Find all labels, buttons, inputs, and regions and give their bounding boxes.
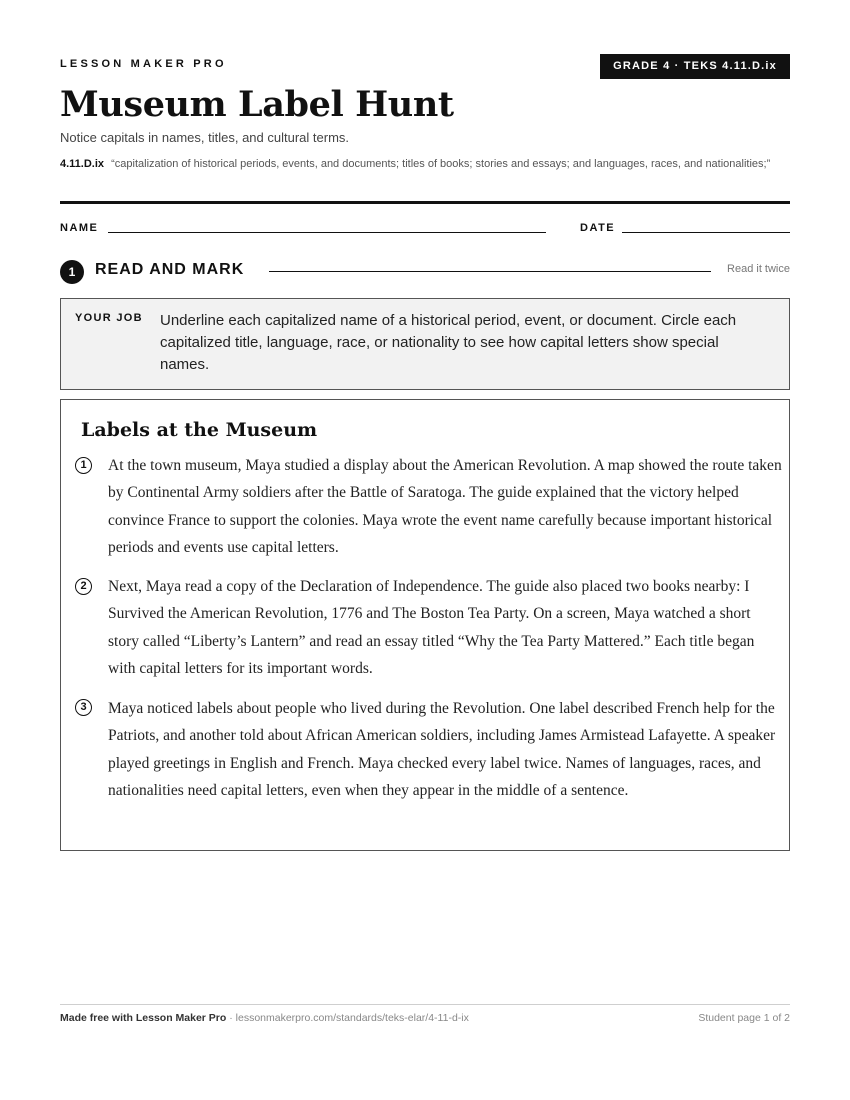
- header-divider: [60, 201, 790, 204]
- standard-code: 4.11.D.ix: [60, 158, 105, 170]
- footer-made-with: Made free with Lesson Maker Pro: [60, 1012, 227, 1024]
- instructions-box: [60, 298, 790, 390]
- grade-badge: GRADE 4 · TEKS 4.11.D.ix: [600, 54, 790, 79]
- date-field[interactable]: [622, 232, 790, 233]
- standard-description: [60, 156, 790, 172]
- standard-text: “capitalization of historical periods, events, and documents; titles of books; stories and essays; and languages, races, and nationalities;”: [111, 158, 771, 170]
- section-hint: Read it twice: [727, 263, 790, 275]
- footer-url[interactable]: · lessonmakerpro.com/standards/teks-elar/4-11-d-ix: [226, 1012, 469, 1024]
- section-divider: [269, 271, 711, 272]
- footer-credit: [60, 1012, 469, 1024]
- instructions-label: YOUR JOB: [75, 312, 143, 324]
- passage-title: Labels at the Museum: [81, 419, 318, 441]
- paragraph-number-1: 1: [75, 457, 92, 474]
- paragraph-2: Next, Maya read a copy of the Declaration of Independence. The guide also placed two books nearby: I Survived the American Revolution, 1776 and The Boston Tea Party. On a screen, Maya watched a short story called “Liberty’s Lantern” and read an essay titled “Why the Tea Party Mattered.” Each title began with capital letters for its important words.: [108, 578, 755, 678]
- name-label: NAME: [60, 222, 99, 234]
- date-label: DATE: [580, 222, 616, 234]
- section-number-badge: 1: [60, 260, 84, 284]
- name-field[interactable]: [108, 232, 546, 233]
- footer-divider: [60, 1004, 790, 1005]
- worksheet-page: [60, 0, 790, 1100]
- section-title: READ AND MARK: [95, 261, 245, 278]
- footer-page-number: Student page 1 of 2: [698, 1012, 790, 1024]
- paragraph-number-2: 2: [75, 578, 92, 595]
- paragraph-number-3: 3: [75, 699, 92, 716]
- paragraph-1: At the town museum, Maya studied a display about the American Revolution. A map showed the route taken by Continental Army soldiers after the Battle of Saratoga. The guide explained that the victory helped convince France to support the colonies. Maya wrote the event name carefully because important historical periods and events use capital letters.: [108, 457, 782, 557]
- paragraph-3: Maya noticed labels about people who lived during the Revolution. One label described French help for the Patriots, and another told about African American soldiers, including James Armistead Lafayette. A speaker played greetings in English and French. Maya checked every label twice. Names of languages, races, and nationalities need capital letters, even when they appear in the middle of a sentence.: [108, 700, 776, 800]
- instructions-text: Underline each capitalized name of a historical period, event, or document. Circle each capitalized title, language, race, or nationality to see how capital letters show special names.: [160, 312, 737, 373]
- reading-passage: [60, 399, 790, 851]
- page-title: Museum Label Hunt: [60, 84, 454, 125]
- page-subtitle: Notice capitals in names, titles, and cultural terms.: [60, 130, 350, 145]
- brand-name: LESSON MAKER PRO: [60, 58, 227, 70]
